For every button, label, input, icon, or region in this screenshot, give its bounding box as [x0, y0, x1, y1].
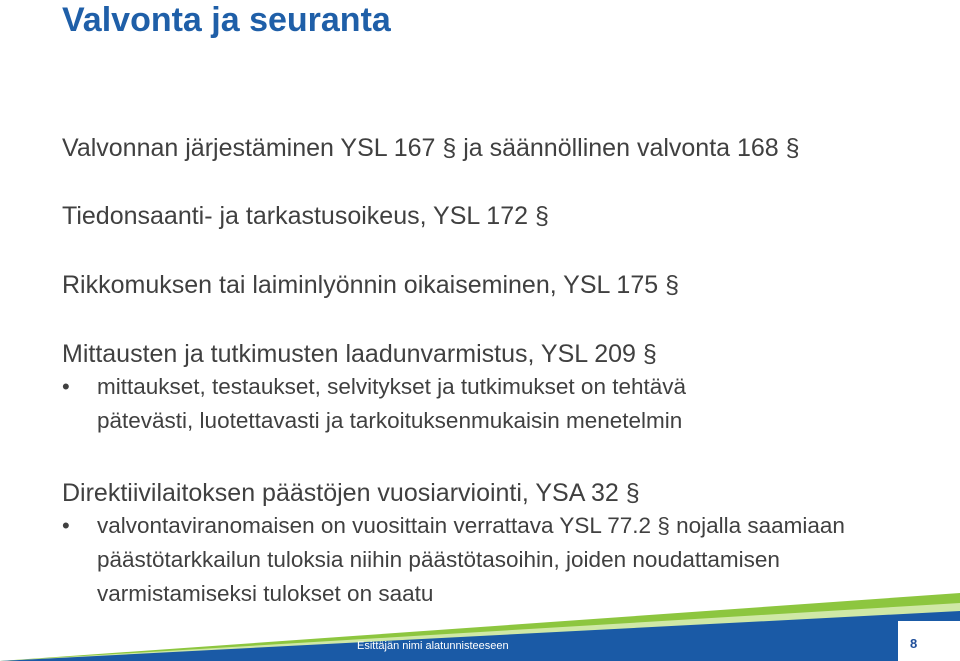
- page-number-box: [898, 621, 960, 661]
- bullet-icon: •: [62, 374, 70, 399]
- bullet-text: valvontaviranomaisen on vuosittain verrattava YSL 77.2 § nojalla saamiaan päästötarkkailun tuloksia niihin päästötasoihin, joiden noudattamisen varmistamiseksi tulokset on saatu: [97, 513, 845, 606]
- section-supervision-arrangement: [62, 132, 942, 164]
- section-heading: Mittausten ja tutkimusten laadunvarmistus, YSL 209 §: [62, 340, 657, 368]
- bullet-list: [62, 370, 942, 438]
- slide-title: Valvonta ja seuranta: [62, 1, 391, 39]
- section-information-rights: [62, 200, 942, 232]
- page-number: 8: [910, 636, 918, 651]
- section-violation-correction: [62, 269, 942, 301]
- section-quality-assurance: [62, 338, 942, 438]
- section-heading: Tiedonsaanti- ja tarkastusoikeus, YSL 172 §: [62, 202, 549, 230]
- bullet-icon: •: [62, 513, 70, 538]
- footer-presenter-text: Esittäjän nimi alatunnisteeseen: [357, 640, 509, 652]
- bullet-text: mittaukset, testaukset, selvitykset ja tutkimukset on tehtävä pätevästi, luotettavasti ja tarkoituksenmukaisin menetelmin: [97, 374, 687, 433]
- section-heading: Valvonnan järjestäminen YSL 167 § ja säännöllinen valvonta 168 §: [62, 134, 800, 162]
- section-heading: Rikkomuksen tai laiminlyönnin oikaiseminen, YSL 175 §: [62, 271, 679, 299]
- section-heading: Direktiivilaitoksen päästöjen vuosiarviointi, YSA 32 §: [62, 479, 640, 507]
- bullet-item: [62, 370, 737, 438]
